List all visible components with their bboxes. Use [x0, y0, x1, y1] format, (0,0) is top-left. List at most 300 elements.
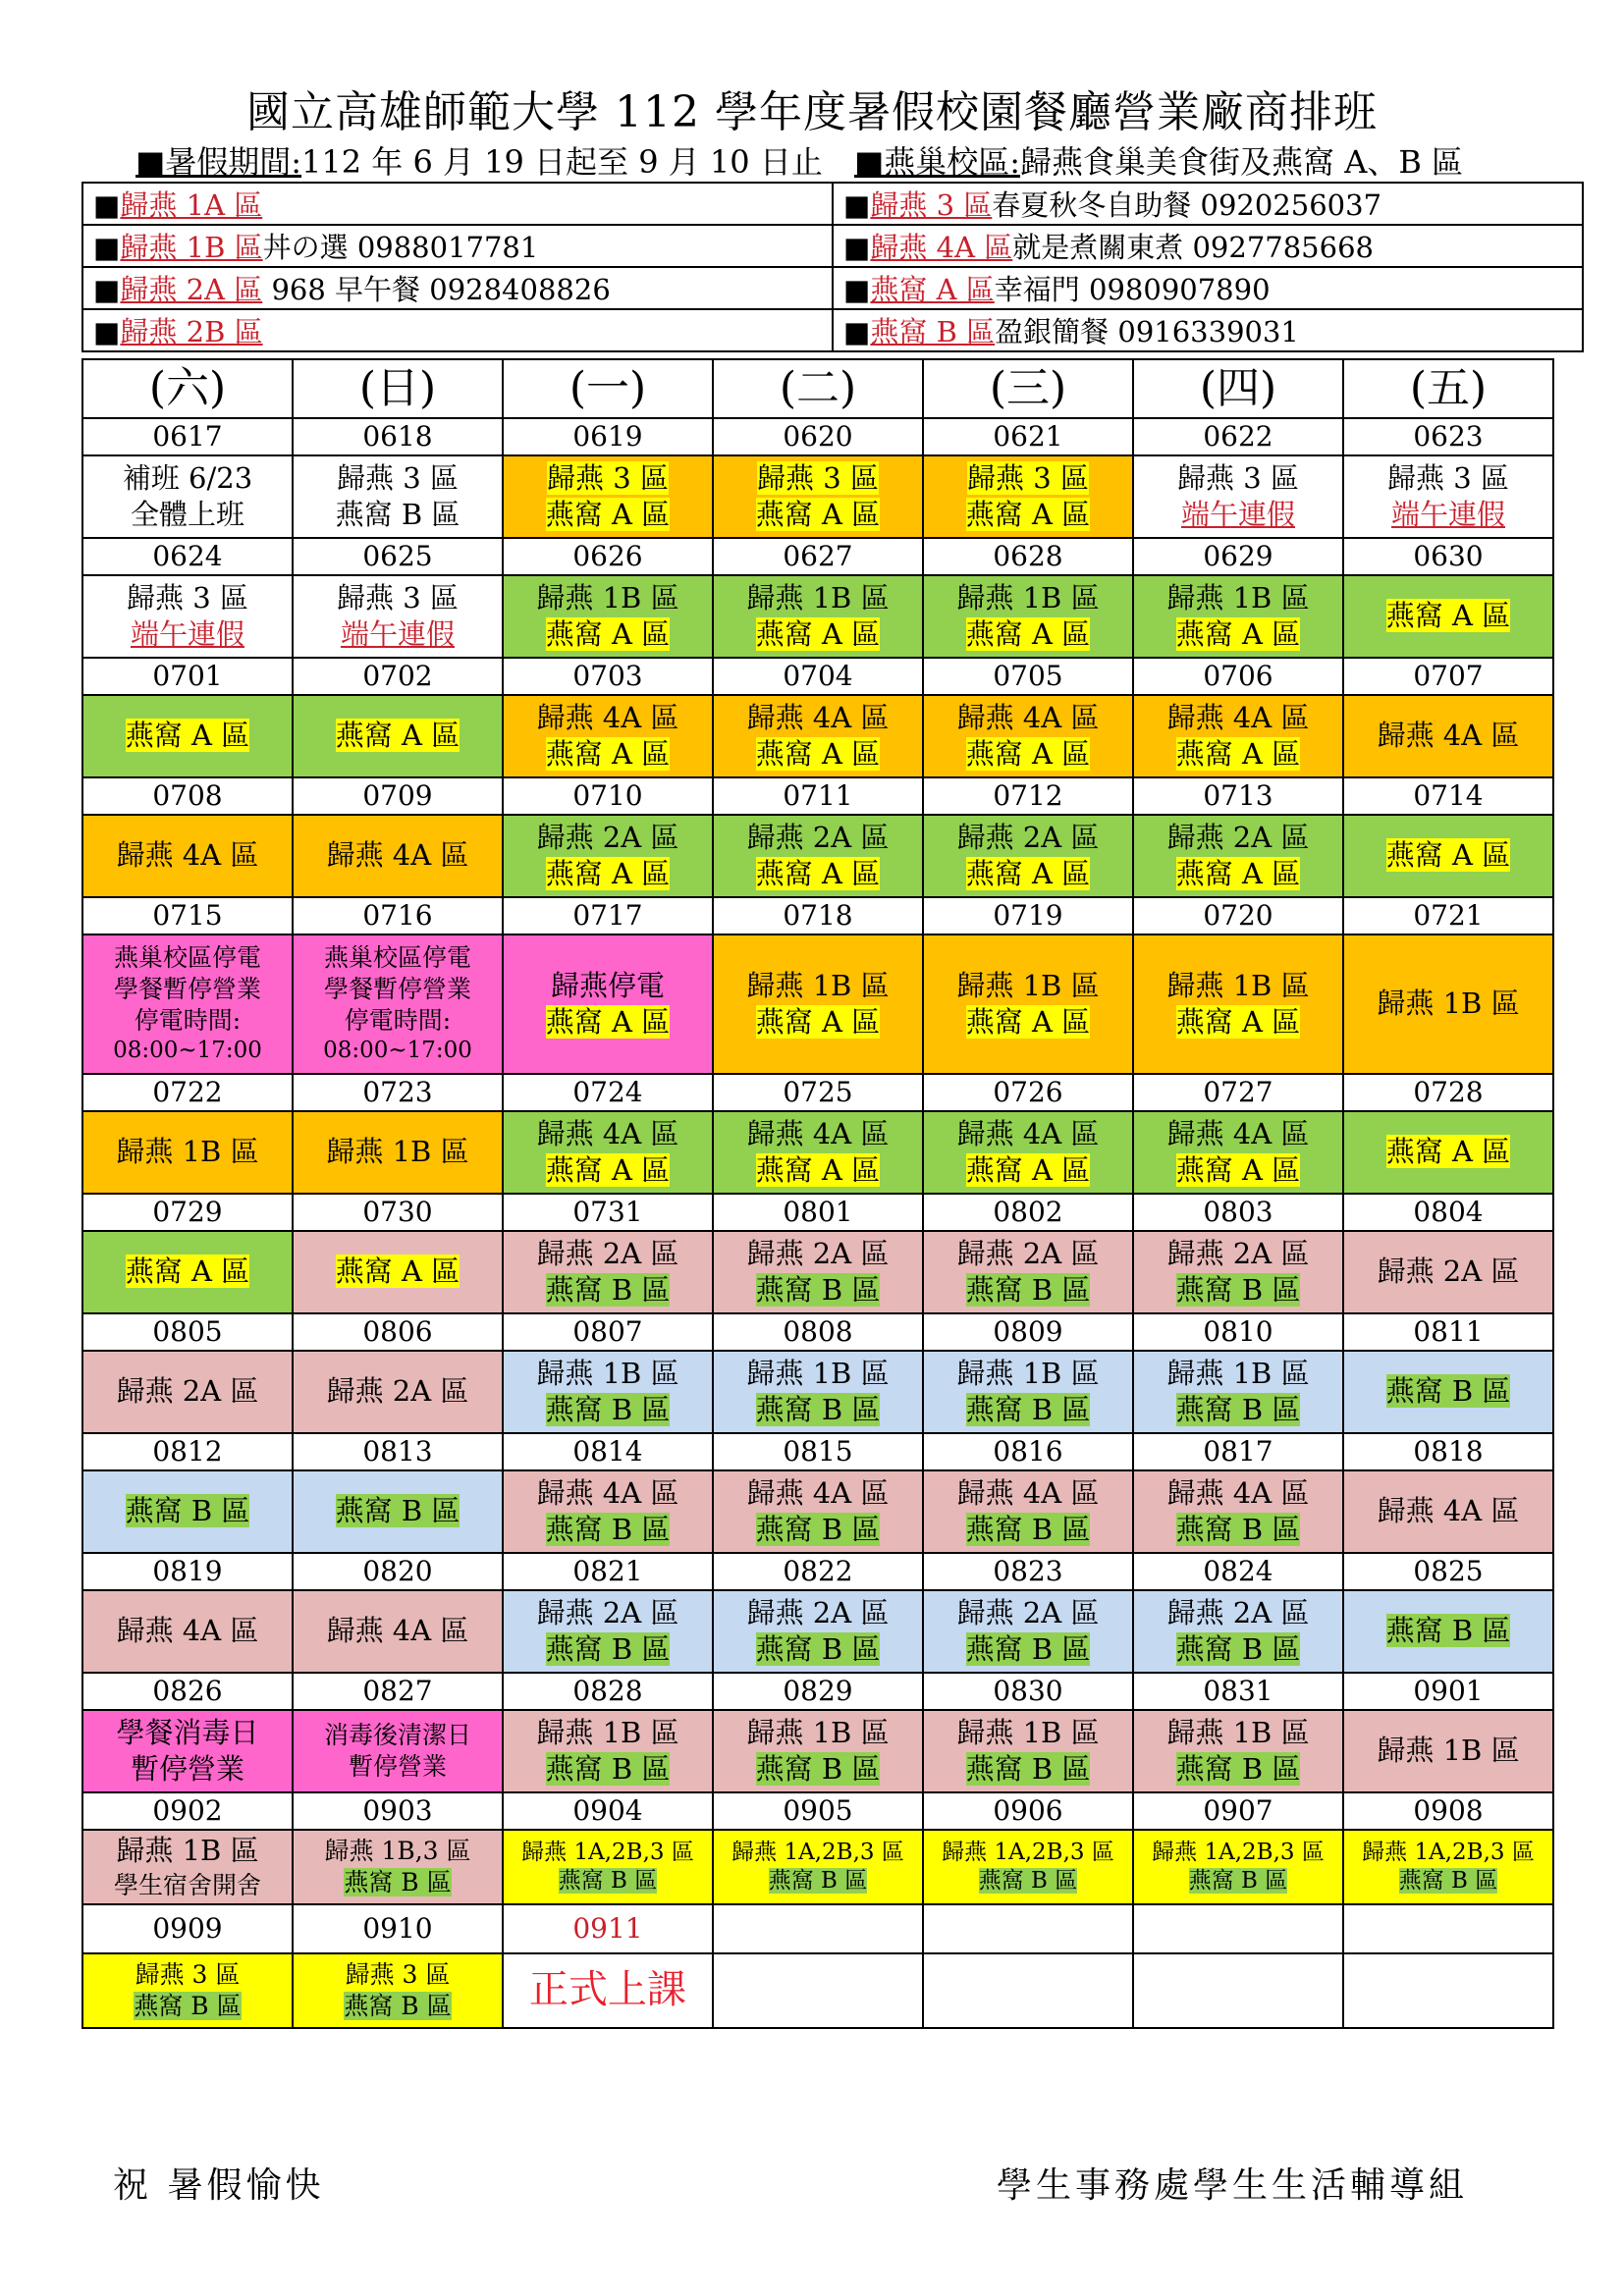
schedule-row: [82, 1351, 1553, 1433]
schedule-line: [294, 460, 502, 497]
schedule-text: 燕窩 B 區: [755, 1273, 881, 1307]
schedule-text: 燕窩 A 區: [335, 719, 460, 753]
schedule-line: [1134, 1356, 1342, 1392]
schedule-text: 燕窩 A 區: [755, 498, 881, 531]
schedule-line: [294, 1991, 502, 2022]
date-cell: 0910: [293, 1904, 503, 1953]
date-cell: 0729: [82, 1194, 293, 1231]
schedule-line: [714, 1867, 922, 1896]
schedule-text: 歸燕 3 區: [135, 1960, 241, 1989]
schedule-text: 歸燕 4A 區: [956, 700, 1100, 734]
schedule-text: 燕窩 A 區: [125, 719, 250, 753]
schedule-line: [1344, 1613, 1552, 1649]
schedule-text: 歸燕 3 區: [337, 580, 459, 614]
date-cell: 0820: [293, 1553, 503, 1590]
schedule-cell: [923, 1111, 1133, 1194]
bullet-square-icon: ■: [843, 273, 871, 306]
schedule-text: 歸燕 1B 區: [746, 968, 890, 1002]
schedule-line: [504, 1867, 712, 1896]
schedule-text: 燕窩 A 區: [965, 1153, 1091, 1187]
schedule-text: 歸燕 2A 區: [536, 1236, 679, 1270]
date-cell: 0829: [713, 1673, 923, 1710]
schedule-line: [83, 1959, 292, 1991]
date-cell: 0704: [713, 658, 923, 695]
schedule-line: [504, 1839, 712, 1867]
date-row: [82, 1074, 1553, 1111]
schedule-text: 歸燕 1B 區: [326, 1135, 469, 1169]
vendor-zone-link[interactable]: 歸燕 4A 區: [870, 231, 1013, 264]
schedule-text: 歸燕 1A,2B,3 區: [731, 1839, 904, 1865]
schedule-line: [714, 736, 922, 773]
schedule-text: 燕巢校區停電: [113, 943, 261, 973]
schedule-text: 歸燕 1B 區: [956, 1356, 1100, 1390]
schedule-text: 燕窩 A 區: [965, 737, 1091, 771]
schedule-line: [83, 837, 292, 874]
schedule-cell: [503, 934, 713, 1074]
date-cell: 0909: [82, 1904, 293, 1953]
vendor-cell: [833, 267, 1583, 309]
schedule-text: 燕窩 B 區: [335, 1494, 460, 1528]
date-cell: 0723: [293, 1074, 503, 1111]
schedule-text: 燕窩 A 區: [965, 617, 1091, 651]
date-cell: 0807: [503, 1313, 713, 1351]
schedule-cell: [293, 1953, 503, 2028]
vendor-zone-link[interactable]: 歸燕 1B 區: [120, 231, 263, 264]
schedule-line: [83, 1134, 292, 1170]
schedule-text: 燕窩 B 區: [755, 1752, 881, 1786]
schedule-line: [924, 1392, 1132, 1428]
schedule-text: 歸燕 2A 區: [746, 820, 890, 854]
schedule-line: [504, 1751, 712, 1788]
schedule-cell: [923, 1351, 1133, 1433]
date-cell: 0620: [713, 418, 923, 455]
schedule-row: [82, 1590, 1553, 1673]
date-cell: 0801: [713, 1194, 923, 1231]
date-cell: 0626: [503, 538, 713, 575]
schedule-text: 歸燕 1B 區: [1166, 1715, 1310, 1749]
schedule-line: [504, 1475, 712, 1512]
schedule-text: 歸燕 4A 區: [116, 838, 259, 873]
schedule-cell: [713, 1231, 923, 1313]
schedule-row: [82, 815, 1553, 897]
schedule-line: [1134, 1272, 1342, 1308]
schedule-line: [1134, 1475, 1342, 1512]
schedule-text: 燕窩 A 區: [1385, 838, 1511, 873]
schedule-line: [924, 1839, 1132, 1867]
date-cell: 0812: [82, 1433, 293, 1470]
schedule-line: [1344, 460, 1552, 497]
schedule-cell: [1343, 934, 1553, 1074]
schedule-text: 歸燕 4A 區: [746, 700, 890, 734]
schedule-text: 歸燕 4A 區: [1377, 719, 1520, 753]
schedule-text: 燕窩 A 區: [1175, 857, 1301, 890]
schedule-line: [83, 1751, 292, 1788]
schedule-text: 燕窩 A 區: [1385, 599, 1511, 633]
date-row: [82, 1313, 1553, 1351]
schedule-text: 歸燕 2A 區: [956, 1236, 1100, 1270]
page-title: 國立高雄師範大學 112 學年度暑假校園餐廳營業廠商排班: [246, 87, 1378, 137]
schedule-text: 燕窩 A 區: [1175, 617, 1301, 651]
date-cell: 0712: [923, 777, 1133, 815]
weekday-header: (四): [1133, 359, 1343, 418]
schedule-line: [714, 1356, 922, 1392]
date-cell: 0822: [713, 1553, 923, 1590]
schedule-line: [1134, 968, 1342, 1004]
schedule-line: [924, 1272, 1132, 1308]
schedule-cell: [713, 1470, 923, 1553]
date-cell: 0814: [503, 1433, 713, 1470]
schedule-row: [82, 1111, 1553, 1194]
schedule-cell: [713, 1590, 923, 1673]
schedule-line: [924, 856, 1132, 892]
schedule-text: 燕窩 A 區: [545, 498, 671, 531]
vendor-zone-link[interactable]: 歸燕 3 區: [870, 188, 993, 222]
schedule-text: 端午連假: [1180, 498, 1295, 531]
schedule-text: 燕窩 B 區: [1175, 1273, 1301, 1307]
schedule-line: [83, 460, 292, 497]
schedule-cell: [293, 1231, 503, 1313]
schedule-text: 歸燕 3 區: [127, 580, 248, 614]
date-cell: 0831: [1133, 1673, 1343, 1710]
schedule-line: [1134, 1867, 1342, 1896]
date-cell: 0809: [923, 1313, 1133, 1351]
schedule-text: 燕窩 B 區: [1175, 1632, 1301, 1666]
schedule-line: [714, 460, 922, 497]
schedule-line: [714, 497, 922, 533]
schedule-cell: [293, 1351, 503, 1433]
date-cell: 0730: [293, 1194, 503, 1231]
schedule-text: 燕窩 A 區: [755, 1005, 881, 1039]
schedule-line: [294, 1867, 502, 1898]
schedule-line: [924, 1751, 1132, 1788]
schedule-text: 燕窩 A 區: [1175, 737, 1301, 771]
date-cell: 0703: [503, 658, 713, 695]
weekday-header-row: [82, 359, 1553, 418]
schedule-cell: [713, 575, 923, 658]
vendor-zone-link[interactable]: 歸燕 2B 區: [120, 315, 263, 348]
campus-line: [854, 137, 1463, 183]
date-cell: 0907: [1133, 1792, 1343, 1830]
schedule-line: [504, 856, 712, 892]
schedule-text: 歸燕 3 區: [967, 460, 1089, 495]
schedule-line: [504, 1631, 712, 1668]
schedule-text: 燕窩 B 區: [1385, 1374, 1511, 1409]
date-row: [82, 897, 1553, 934]
schedule-line: [1344, 718, 1552, 754]
schedule-line: [83, 497, 292, 533]
date-cell: 0720: [1133, 897, 1343, 934]
schedule-text: 歸燕 1B 區: [1377, 1734, 1520, 1768]
schedule-text: 歸燕 2A 區: [1377, 1255, 1520, 1289]
schedule-text: 燕窩 B 區: [1398, 1868, 1498, 1894]
vendor-table-body: [82, 183, 1583, 351]
schedule-cell: [1343, 1953, 1553, 2028]
bullet-square-icon: ■: [93, 315, 121, 348]
date-cell: 0724: [503, 1074, 713, 1111]
weekday-header: (一): [503, 359, 713, 418]
schedule-cell: [82, 934, 293, 1074]
date-cell: 0725: [713, 1074, 923, 1111]
date-cell: 0817: [1133, 1433, 1343, 1470]
schedule-line: [504, 1236, 712, 1272]
schedule-cell: [82, 695, 293, 777]
date-cell: 0727: [1133, 1074, 1343, 1111]
schedule-text: 燕窩 B 區: [545, 1393, 671, 1426]
schedule-line: [1344, 1839, 1552, 1867]
date-cell: 0903: [293, 1792, 503, 1830]
schedule-text: 燕窩 B 區: [965, 1513, 1091, 1546]
schedule-line: [1134, 700, 1342, 736]
date-cell: 0711: [713, 777, 923, 815]
vendor-zone-link[interactable]: 燕窩 A 區: [870, 273, 995, 306]
schedule-line: [924, 1867, 1132, 1896]
vendor-zone-link[interactable]: 燕窩 B 區: [870, 315, 996, 348]
schedule-text: 燕窩 B 區: [965, 1273, 1091, 1307]
schedule-text: 停電時間:: [344, 1006, 452, 1036]
date-row: [82, 658, 1553, 695]
schedule-line: [1134, 1152, 1342, 1189]
schedule-text: 燕窩 A 區: [755, 1153, 881, 1187]
date-cell: 0824: [1133, 1553, 1343, 1590]
schedule-line: [1134, 1004, 1342, 1041]
schedule-line: [504, 736, 712, 773]
schedule-text: 燕窩 B 區: [1175, 1513, 1301, 1546]
date-cell: 0714: [1343, 777, 1553, 815]
vendor-zone-link[interactable]: 歸燕 2A 區: [120, 273, 263, 306]
schedule-cell: [82, 1111, 293, 1194]
schedule-text: 暫停營業: [348, 1752, 447, 1781]
schedule-text: 歸燕 3 區: [337, 460, 459, 495]
schedule-text: 學餐暫停營業: [113, 975, 261, 1004]
date-cell: 0628: [923, 538, 1133, 575]
vendor-row: [82, 183, 1583, 225]
schedule-text: 歸燕 3 區: [1387, 460, 1509, 495]
schedule-line: [1134, 820, 1342, 856]
schedule-text: 歸燕 2A 區: [536, 820, 679, 854]
schedule-text: 歸燕 1B 區: [116, 1135, 259, 1169]
schedule-cell: [923, 695, 1133, 777]
date-cell: 0617: [82, 418, 293, 455]
schedule-text: 歸燕 3 區: [345, 1960, 451, 1989]
bullet-square-icon: ■: [93, 273, 121, 306]
schedule-cell: [923, 1590, 1133, 1673]
vendor-cell: [82, 267, 833, 309]
schedule-line: [294, 580, 502, 616]
schedule-cell: [293, 1111, 503, 1194]
schedule-line: [924, 1236, 1132, 1272]
schedule-line: [504, 1116, 712, 1152]
schedule-text: 燕窩 A 區: [545, 737, 671, 771]
schedule-cell: [1133, 815, 1343, 897]
schedule-line: [504, 1715, 712, 1751]
vendor-info: 就是煮關東煮 0927785668: [1012, 231, 1374, 264]
schedule-cell: [82, 1590, 293, 1673]
schedule-cell: [293, 815, 503, 897]
schedule-text: 燕窩 A 區: [755, 857, 881, 890]
schedule-text: 歸燕 1B 區: [1166, 1356, 1310, 1390]
schedule-line: [924, 1152, 1132, 1189]
schedule-text: 端午連假: [340, 617, 455, 651]
schedule-line: [504, 968, 712, 1004]
schedule-line: [1134, 1512, 1342, 1548]
schedule-text: 補班 6/23: [122, 460, 253, 495]
schedule-line: [294, 1959, 502, 1991]
schedule-text: 燕窩 B 區: [545, 1273, 671, 1307]
schedule-cell: [713, 695, 923, 777]
schedule-calendar: [81, 358, 1554, 2029]
schedule-text: 歸燕 4A 區: [536, 700, 679, 734]
schedule-text: 燕窩 B 區: [344, 1992, 452, 2020]
schedule-cell: [82, 1470, 293, 1553]
schedule-text: 歸燕 1B 區: [536, 1715, 679, 1749]
schedule-line: [924, 497, 1132, 533]
schedule-cell: [1343, 1351, 1553, 1433]
schedule-line: [1134, 736, 1342, 773]
schedule-cell: [713, 455, 923, 538]
schedule-line: [1134, 460, 1342, 497]
date-cell: 0825: [1343, 1553, 1553, 1590]
date-cell: 0813: [293, 1433, 503, 1470]
schedule-line: [504, 1004, 712, 1041]
date-cell: 0708: [82, 777, 293, 815]
schedule-cell: [82, 575, 293, 658]
bullet-square-icon: ■: [843, 231, 871, 264]
weekday-header: (二): [713, 359, 923, 418]
schedule-cell: [82, 1351, 293, 1433]
schedule-line: [83, 1613, 292, 1649]
vendor-table: [81, 182, 1584, 352]
schedule-text: 正式上課: [529, 1967, 686, 2013]
schedule-text: 歸燕 2A 區: [536, 1595, 679, 1629]
schedule-text: 歸燕 2A 區: [1166, 820, 1310, 854]
schedule-row: [82, 1231, 1553, 1313]
date-cell: 0625: [293, 538, 503, 575]
schedule-line: [294, 942, 502, 974]
schedule-line: [1134, 616, 1342, 653]
schedule-row: [82, 575, 1553, 658]
schedule-cell: [1343, 815, 1553, 897]
date-cell: 0722: [82, 1074, 293, 1111]
schedule-line: [924, 736, 1132, 773]
date-cell: 0630: [1343, 538, 1553, 575]
vendor-row: [82, 267, 1583, 309]
schedule-cell: [503, 1231, 713, 1313]
schedule-cell: [1133, 1830, 1343, 1904]
schedule-cell: [503, 1590, 713, 1673]
schedule-cell: [1343, 1590, 1553, 1673]
schedule-line: [1344, 598, 1552, 634]
schedule-line: [714, 1751, 922, 1788]
schedule-text: 暫停營業: [130, 1752, 244, 1786]
schedule-line: [924, 1004, 1132, 1041]
schedule-text: 歸燕 4A 區: [956, 1116, 1100, 1150]
schedule-text: 歸燕 1B 區: [956, 968, 1100, 1002]
date-cell: 0707: [1343, 658, 1553, 695]
vendor-cell: [82, 183, 833, 225]
schedule-cell: [503, 1710, 713, 1792]
date-cell: 0710: [503, 777, 713, 815]
schedule-line: [294, 974, 502, 1005]
vendor-row: [82, 309, 1583, 351]
vendor-cell: [82, 225, 833, 267]
schedule-row: [82, 695, 1553, 777]
schedule-text: 歸燕 1A,2B,3 區: [942, 1839, 1114, 1865]
schedule-text: 燕窩 B 區: [755, 1393, 881, 1426]
schedule-line: [83, 580, 292, 616]
schedule-text: 燕窩 B 區: [545, 1632, 671, 1666]
schedule-text: 歸燕 1B 區: [536, 580, 679, 614]
schedule-line: [924, 820, 1132, 856]
schedule-cell: [713, 934, 923, 1074]
date-cell: 0706: [1133, 658, 1343, 695]
date-cell: 0819: [82, 1553, 293, 1590]
schedule-text: 歸燕 2A 區: [956, 820, 1100, 854]
schedule-cell: [1133, 1351, 1343, 1433]
schedule-line: [924, 968, 1132, 1004]
weekday-header: (六): [82, 359, 293, 418]
weekday-header: (日): [293, 359, 503, 418]
date-cell: 0826: [82, 1673, 293, 1710]
schedule-line: [924, 1512, 1132, 1548]
schedule-text: 歸燕 4A 區: [326, 1614, 469, 1648]
schedule-cell: [503, 455, 713, 538]
schedule-line: [294, 1037, 502, 1065]
schedule-text: 燕窩 A 區: [965, 857, 1091, 890]
schedule-line: [924, 700, 1132, 736]
schedule-line: [714, 1236, 922, 1272]
schedule-text: 燕窩 B 區: [545, 1513, 671, 1546]
schedule-line: [1134, 1839, 1342, 1867]
date-cell: 0726: [923, 1074, 1133, 1111]
schedule-text: 燕窩 A 區: [1175, 1153, 1301, 1187]
schedule-text: 歸燕 4A 區: [746, 1116, 890, 1150]
schedule-cell: [1133, 1111, 1343, 1194]
date-cell: 0905: [713, 1792, 923, 1830]
schedule-cell: [293, 455, 503, 538]
schedule-line: [504, 460, 712, 497]
bullet-square-icon: ■: [93, 188, 121, 222]
schedule-line: [83, 974, 292, 1005]
date-cell: 0902: [82, 1792, 293, 1830]
schedule-cell: [1343, 455, 1553, 538]
schedule-text: 08:00~17:00: [113, 1038, 262, 1064]
date-cell: 0906: [923, 1792, 1133, 1830]
bullet-square-icon: ■: [843, 315, 871, 348]
schedule-line: [83, 1715, 292, 1751]
date-cell: 0815: [713, 1433, 923, 1470]
date-cell: 0803: [1133, 1194, 1343, 1231]
schedule-text: 燕窩 B 區: [1175, 1393, 1301, 1426]
schedule-text: 學餐消毒日: [116, 1715, 259, 1749]
schedule-line: [294, 718, 502, 754]
schedule-text: 燕窩 B 區: [768, 1868, 868, 1894]
schedule-line: [714, 580, 922, 616]
schedule-row: [82, 1470, 1553, 1553]
schedule-cell: [503, 1351, 713, 1433]
schedule-cell: [1133, 1470, 1343, 1553]
schedule-text: 燕窩 B 區: [344, 1868, 452, 1896]
vendor-info: 盈銀簡餐 0916339031: [995, 315, 1299, 348]
schedule-text: 歸燕 4A 區: [116, 1614, 259, 1648]
schedule-text: 全體上班: [130, 498, 244, 531]
schedule-text: 燕窩 B 區: [965, 1393, 1091, 1426]
date-cell: 0806: [293, 1313, 503, 1351]
schedule-cell: [923, 815, 1133, 897]
schedule-line: [83, 1373, 292, 1410]
schedule-line: [294, 1493, 502, 1529]
schedule-cell: [293, 1710, 503, 1792]
vendor-zone-link[interactable]: 歸燕 1A 區: [120, 188, 263, 222]
